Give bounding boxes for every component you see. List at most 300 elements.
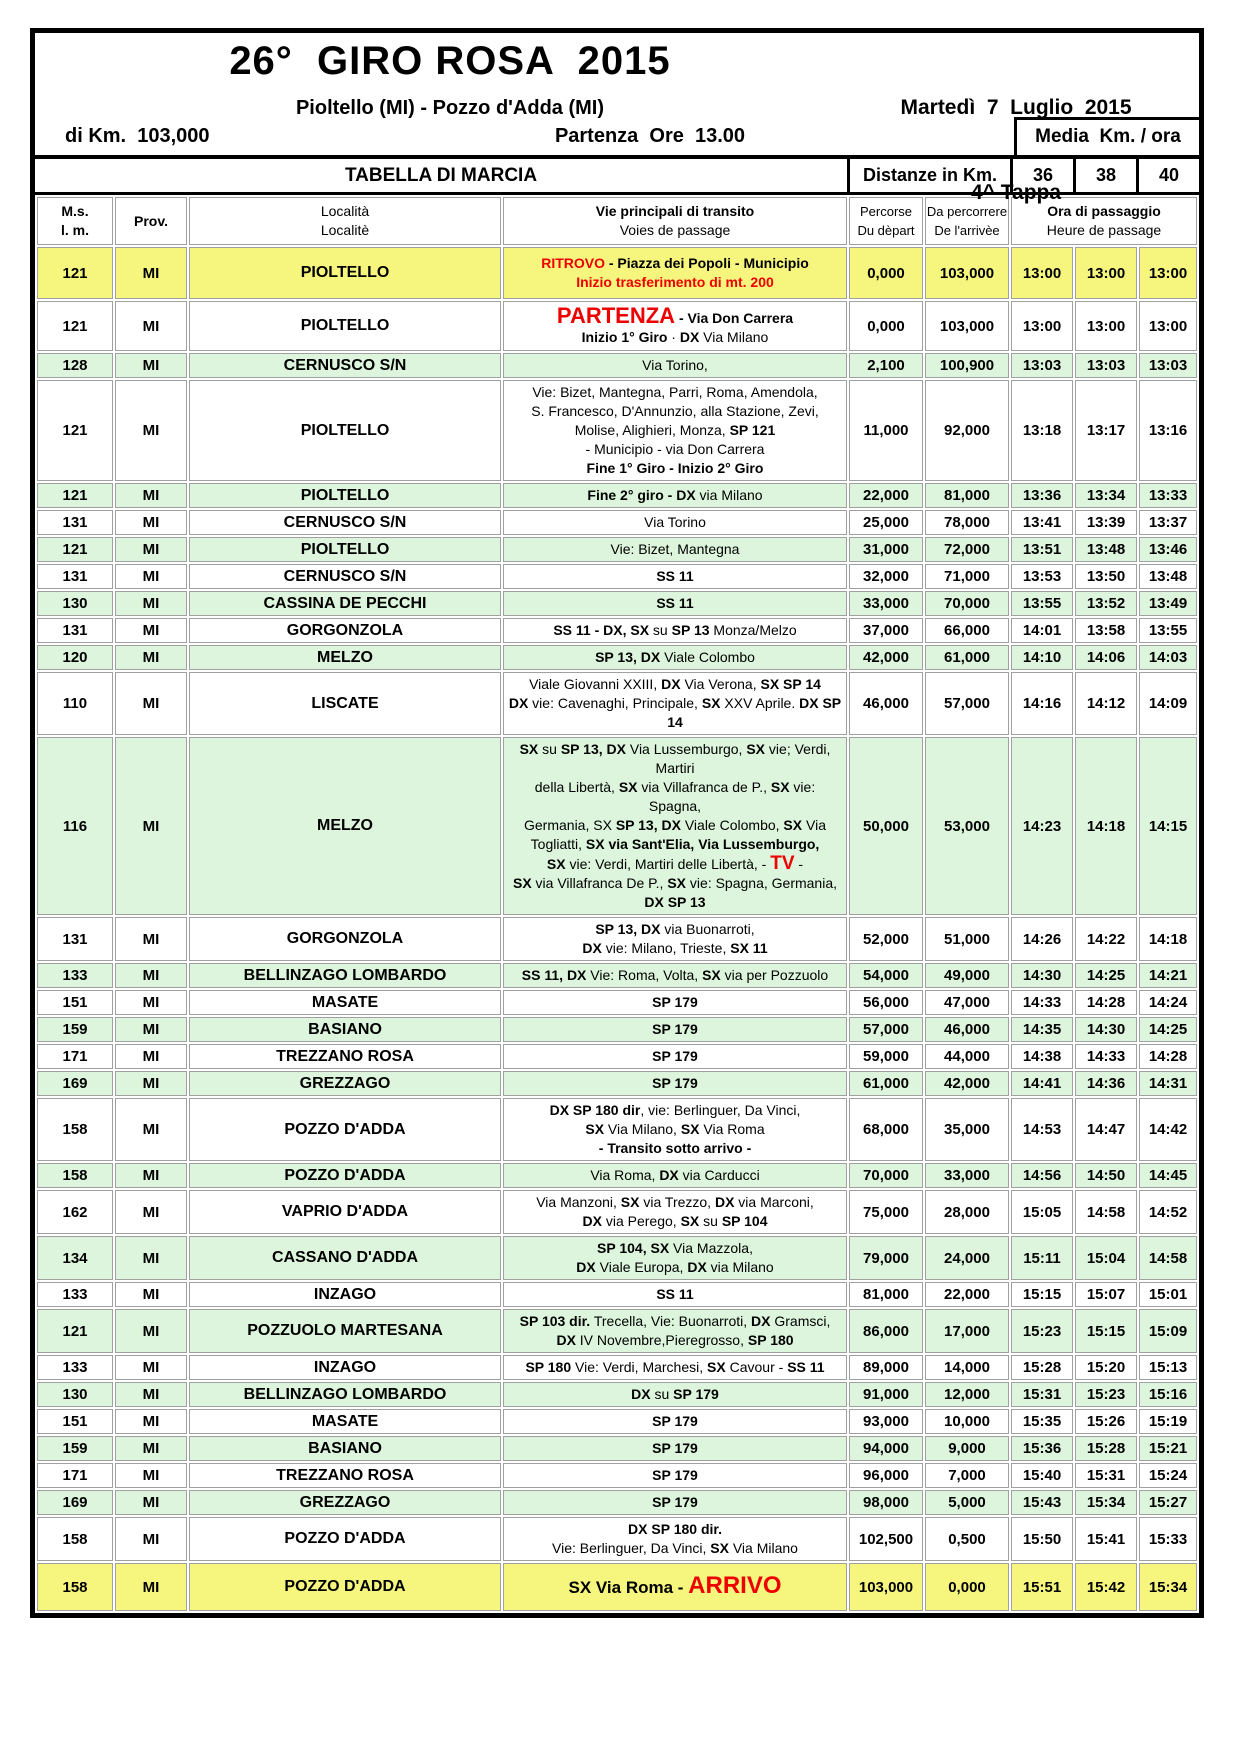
col-header-passage-time: Ora di passaggio Heure de passage — [1011, 197, 1197, 245]
roads-line: - Municipio - via Don Carrera — [585, 441, 765, 457]
cell-altitude: 159 — [37, 1017, 113, 1042]
cell-locality: CERNUSCO S/N — [189, 353, 501, 378]
cell-roads — [503, 1071, 847, 1096]
cell-province: MI — [115, 1355, 187, 1380]
cell-locality: BASIANO — [189, 1436, 501, 1461]
cell-time-38: 13:17 — [1075, 380, 1137, 481]
cell-time-38: 13:48 — [1075, 537, 1137, 562]
cell-km-covered: 102,500 — [849, 1517, 923, 1561]
cell-time-40: 13:55 — [1139, 618, 1197, 643]
col-header-province: Prov. — [115, 197, 187, 245]
cell-km-remaining: 5,000 — [925, 1490, 1009, 1515]
col-header-covered: Percorse Du dèpart — [849, 197, 923, 245]
cell-altitude: 169 — [37, 1071, 113, 1096]
cell-time-40: 13:48 — [1139, 564, 1197, 589]
cell-locality: TREZZANO ROSA — [189, 1463, 501, 1488]
cell-time-38: 14:30 — [1075, 1017, 1137, 1042]
cell-altitude: 131 — [37, 618, 113, 643]
cell-altitude: 159 — [37, 1436, 113, 1461]
cell-km-remaining: 51,000 — [925, 917, 1009, 961]
roads-line: SX vie: Verdi, Martiri delle Libertà, - TV - — [546, 853, 804, 874]
band-title: TABELLA DI MARCIA — [344, 165, 538, 186]
cell-km-remaining: 24,000 — [925, 1236, 1009, 1280]
cell-altitude: 116 — [37, 737, 113, 915]
cell-province: MI — [115, 1463, 187, 1488]
stage-date: Martedì 7 Luglio 2015 — [900, 95, 1132, 119]
cell-time-40: 13:37 — [1139, 510, 1197, 535]
roads-line: Togliatti, SX via Sant'Elia, Via Lussemburgo, — [530, 836, 820, 852]
cell-altitude: 169 — [37, 1490, 113, 1515]
cell-time-38: 14:18 — [1075, 737, 1137, 915]
cell-roads — [503, 510, 847, 535]
route-table-sheet — [30, 28, 1204, 1618]
cell-time-38: 13:00 — [1075, 301, 1137, 351]
cell-altitude: 151 — [37, 1409, 113, 1434]
roads-line: SP 103 dir. Trecella, Vie: Buonarroti, DX Gramsci, — [519, 1313, 831, 1329]
cell-time-40: 14:45 — [1139, 1163, 1197, 1188]
cell-km-covered: 86,000 — [849, 1309, 923, 1353]
cell-km-remaining: 49,000 — [925, 963, 1009, 988]
roads-line: SS 11 — [656, 1286, 694, 1302]
cell-km-remaining: 103,000 — [925, 301, 1009, 351]
cell-time-38: 15:23 — [1075, 1382, 1137, 1407]
table-row — [37, 1463, 1197, 1488]
cell-km-remaining: 46,000 — [925, 1017, 1009, 1042]
cell-time-40: 14:52 — [1139, 1190, 1197, 1234]
cell-km-covered: 70,000 — [849, 1163, 923, 1188]
roads-line: DX IV Novembre,Pieregrosso, SP 180 — [556, 1332, 794, 1348]
table-row — [37, 380, 1197, 481]
table-row — [37, 645, 1197, 670]
cell-time-36: 15:05 — [1011, 1190, 1073, 1234]
cell-time-40: 15:21 — [1139, 1436, 1197, 1461]
march-table — [35, 195, 1199, 1613]
roads-line: Via Manzoni, SX via Trezzo, DX via Marconi, — [536, 1194, 814, 1210]
cell-province: MI — [115, 1282, 187, 1307]
cell-time-38: 15:41 — [1075, 1517, 1137, 1561]
roads-line: DX SP 180 dir, vie: Berlinguer, Da Vinci, — [549, 1102, 801, 1118]
stage-number: 4^ Tappa — [970, 180, 1062, 204]
roads-line: SX via Villafranca De P., SX vie: Spagna, Germania, — [512, 875, 838, 891]
cell-time-36: 14:23 — [1011, 737, 1073, 915]
cell-province: MI — [115, 301, 187, 351]
cell-time-36: 13:51 — [1011, 537, 1073, 562]
cell-roads — [503, 1163, 847, 1188]
roads-line: Vie: Berlinguer, Da Vinci, SX Via Milano — [552, 1540, 798, 1556]
table-row — [37, 1490, 1197, 1515]
cell-km-remaining: 12,000 — [925, 1382, 1009, 1407]
cell-km-covered: 11,000 — [849, 380, 923, 481]
speed-38: 38 — [1073, 159, 1136, 192]
cell-altitude: 110 — [37, 672, 113, 735]
cell-altitude: 130 — [37, 591, 113, 616]
roads-line: Inizio trasferimento di mt. 200 — [576, 274, 774, 290]
roads-line: - Transito sotto arrivo - — [598, 1140, 752, 1156]
cell-km-covered: 59,000 — [849, 1044, 923, 1069]
table-row — [37, 1282, 1197, 1307]
cell-km-remaining: 14,000 — [925, 1355, 1009, 1380]
cell-km-remaining: 61,000 — [925, 645, 1009, 670]
table-row — [37, 1017, 1197, 1042]
cell-province: MI — [115, 1409, 187, 1434]
roads-line: Vie: Bizet, Mantegna — [610, 541, 740, 557]
cell-time-40: 14:42 — [1139, 1098, 1197, 1161]
cell-locality: INZAGO — [189, 1282, 501, 1307]
cell-altitude: 121 — [37, 483, 113, 508]
cell-time-36: 14:01 — [1011, 618, 1073, 643]
table-row — [37, 1563, 1197, 1611]
cell-time-40: 14:09 — [1139, 672, 1197, 735]
cell-altitude: 130 — [37, 1382, 113, 1407]
cell-time-36: 14:41 — [1011, 1071, 1073, 1096]
cell-time-40: 15:33 — [1139, 1517, 1197, 1561]
col-header-remaining: Da percorrere De l'arrivèe — [925, 197, 1009, 245]
roads-line: SP 179 — [652, 1048, 698, 1064]
cell-time-40: 13:49 — [1139, 591, 1197, 616]
cell-roads — [503, 1017, 847, 1042]
cell-roads — [503, 1236, 847, 1280]
col-header-locality: Località Localitè — [189, 197, 501, 245]
cell-time-36: 13:41 — [1011, 510, 1073, 535]
cell-time-40: 13:00 — [1139, 247, 1197, 299]
cell-km-covered: 79,000 — [849, 1236, 923, 1280]
cell-km-covered: 25,000 — [849, 510, 923, 535]
cell-time-38: 14:28 — [1075, 990, 1137, 1015]
table-row — [37, 672, 1197, 735]
cell-time-40: 14:21 — [1139, 963, 1197, 988]
roads-line: SX su SP 13, DX Via Lussemburgo, SX vie; Verdi, Martiri — [519, 741, 831, 776]
cell-roads — [503, 1436, 847, 1461]
cell-locality: PIOLTELLO — [189, 247, 501, 299]
cell-locality: BASIANO — [189, 1017, 501, 1042]
cell-km-covered: 52,000 — [849, 917, 923, 961]
cell-time-38: 14:12 — [1075, 672, 1137, 735]
cell-roads — [503, 1563, 847, 1611]
table-row — [37, 564, 1197, 589]
roads-line: SP 179 — [652, 1021, 698, 1037]
cell-time-36: 15:31 — [1011, 1382, 1073, 1407]
cell-time-38: 13:58 — [1075, 618, 1137, 643]
roads-line: DX vie: Cavenaghi, Principale, SX XXV Aprile. DX SP 14 — [508, 695, 842, 730]
cell-km-remaining: 9,000 — [925, 1436, 1009, 1461]
cell-roads — [503, 1309, 847, 1353]
cell-km-remaining: 42,000 — [925, 1071, 1009, 1096]
cell-time-36: 14:26 — [1011, 917, 1073, 961]
cell-time-36: 15:43 — [1011, 1490, 1073, 1515]
cell-altitude: 133 — [37, 1282, 113, 1307]
cell-time-36: 15:28 — [1011, 1355, 1073, 1380]
cell-altitude: 131 — [37, 510, 113, 535]
table-row — [37, 737, 1197, 915]
cell-roads — [503, 737, 847, 915]
col-header-altitude: M.s. l. m. — [37, 197, 113, 245]
table-row — [37, 1190, 1197, 1234]
cell-km-remaining: 70,000 — [925, 591, 1009, 616]
roads-line: DX Viale Europa, DX via Milano — [576, 1259, 774, 1275]
cell-province: MI — [115, 1382, 187, 1407]
cell-km-covered: 31,000 — [849, 537, 923, 562]
roads-line: Fine 1° Giro - Inizio 2° Giro — [586, 460, 764, 476]
cell-km-remaining: 71,000 — [925, 564, 1009, 589]
cell-roads — [503, 1490, 847, 1515]
cell-time-38: 15:15 — [1075, 1309, 1137, 1353]
cell-locality: GREZZAGO — [189, 1071, 501, 1096]
cell-time-40: 13:33 — [1139, 483, 1197, 508]
cell-km-covered: 32,000 — [849, 564, 923, 589]
roads-line: della Libertà, SX via Villafranca de P., SX vie: Spagna, — [534, 779, 816, 814]
cell-altitude: 121 — [37, 247, 113, 299]
cell-km-remaining: 7,000 — [925, 1463, 1009, 1488]
speed-36: 36 — [1010, 159, 1073, 192]
cell-province: MI — [115, 917, 187, 961]
cell-roads — [503, 537, 847, 562]
cell-time-40: 14:31 — [1139, 1071, 1197, 1096]
cell-province: MI — [115, 1563, 187, 1611]
cell-province: MI — [115, 1236, 187, 1280]
cell-altitude: 128 — [37, 353, 113, 378]
cell-roads — [503, 1409, 847, 1434]
cell-time-38: 15:31 — [1075, 1463, 1137, 1488]
cell-time-38: 15:04 — [1075, 1236, 1137, 1280]
col-header-roads: Vie principali di transito Voies de passage — [503, 197, 847, 245]
cell-locality: POZZO D'ADDA — [189, 1517, 501, 1561]
roads-line: Via Torino — [644, 514, 706, 530]
cell-roads — [503, 301, 847, 351]
roads-line: S. Francesco, D'Annunzio, alla Stazione, Zevi, — [531, 403, 819, 419]
cell-roads — [503, 247, 847, 299]
cell-altitude: 171 — [37, 1044, 113, 1069]
cell-time-40: 13:16 — [1139, 380, 1197, 481]
cell-locality: POZZUOLO MARTESANA — [189, 1309, 501, 1353]
start-time-label: Partenza Ore 13.00 — [554, 125, 746, 147]
cell-km-remaining: 92,000 — [925, 380, 1009, 481]
cell-time-38: 15:07 — [1075, 1282, 1137, 1307]
roads-line: SP 179 — [652, 1494, 698, 1510]
roads-line: SX Via Milano, SX Via Roma — [585, 1121, 765, 1137]
cell-km-covered: 75,000 — [849, 1190, 923, 1234]
cell-province: MI — [115, 1098, 187, 1161]
roads-line: RITROVO - Piazza dei Popoli - Municipio — [541, 255, 809, 271]
cell-altitude: 133 — [37, 963, 113, 988]
table-row — [37, 1098, 1197, 1161]
table-row — [37, 1044, 1197, 1069]
cell-province: MI — [115, 1190, 187, 1234]
cell-time-36: 14:16 — [1011, 672, 1073, 735]
cell-km-covered: 91,000 — [849, 1382, 923, 1407]
cell-time-38: 15:42 — [1075, 1563, 1137, 1611]
cell-province: MI — [115, 1309, 187, 1353]
table-row — [37, 618, 1197, 643]
cell-altitude: 121 — [37, 537, 113, 562]
cell-roads — [503, 963, 847, 988]
cell-km-remaining: 78,000 — [925, 510, 1009, 535]
cell-altitude: 121 — [37, 301, 113, 351]
cell-km-remaining: 103,000 — [925, 247, 1009, 299]
roads-line: SP 179 — [652, 994, 698, 1010]
cell-province: MI — [115, 591, 187, 616]
cell-locality: PIOLTELLO — [189, 537, 501, 562]
cell-time-36: 13:36 — [1011, 483, 1073, 508]
cell-locality: CERNUSCO S/N — [189, 564, 501, 589]
cell-time-38: 14:36 — [1075, 1071, 1137, 1096]
cell-locality: BELLINZAGO LOMBARDO — [189, 1382, 501, 1407]
cell-altitude: 171 — [37, 1463, 113, 1488]
cell-time-36: 14:38 — [1011, 1044, 1073, 1069]
cell-time-40: 14:18 — [1139, 917, 1197, 961]
cell-roads — [503, 645, 847, 670]
cell-locality: PIOLTELLO — [189, 380, 501, 481]
cell-km-remaining: 17,000 — [925, 1309, 1009, 1353]
cell-province: MI — [115, 618, 187, 643]
cell-time-36: 15:36 — [1011, 1436, 1073, 1461]
cell-altitude: 131 — [37, 917, 113, 961]
cell-province: MI — [115, 990, 187, 1015]
cell-time-36: 13:03 — [1011, 353, 1073, 378]
cell-altitude: 133 — [37, 1355, 113, 1380]
cell-altitude: 121 — [37, 1309, 113, 1353]
cell-locality: INZAGO — [189, 1355, 501, 1380]
cell-roads — [503, 1355, 847, 1380]
cell-time-40: 15:24 — [1139, 1463, 1197, 1488]
cell-km-covered: 98,000 — [849, 1490, 923, 1515]
cell-locality: CASSANO D'ADDA — [189, 1236, 501, 1280]
cell-roads — [503, 1517, 847, 1561]
cell-km-covered: 0,000 — [849, 301, 923, 351]
cell-roads — [503, 990, 847, 1015]
cell-time-40: 15:19 — [1139, 1409, 1197, 1434]
cell-province: MI — [115, 672, 187, 735]
cell-locality: POZZO D'ADDA — [189, 1098, 501, 1161]
table-row — [37, 1409, 1197, 1434]
cell-roads — [503, 380, 847, 481]
cell-km-remaining: 57,000 — [925, 672, 1009, 735]
roads-line: SP 179 — [652, 1440, 698, 1456]
cell-time-36: 13:00 — [1011, 301, 1073, 351]
table-row — [37, 483, 1197, 508]
table-row — [37, 1236, 1197, 1280]
cell-time-38: 15:28 — [1075, 1436, 1137, 1461]
table-row — [37, 1163, 1197, 1188]
cell-time-38: 15:26 — [1075, 1409, 1137, 1434]
cell-locality: MASATE — [189, 1409, 501, 1434]
cell-province: MI — [115, 1490, 187, 1515]
cell-time-38: 13:52 — [1075, 591, 1137, 616]
cell-km-covered: 93,000 — [849, 1409, 923, 1434]
cell-province: MI — [115, 564, 187, 589]
table-row — [37, 301, 1197, 351]
cell-province: MI — [115, 1517, 187, 1561]
cell-province: MI — [115, 1163, 187, 1188]
cell-time-38: 14:06 — [1075, 645, 1137, 670]
cell-time-40: 13:46 — [1139, 537, 1197, 562]
table-row — [37, 990, 1197, 1015]
cell-roads — [503, 564, 847, 589]
cell-time-38: 14:25 — [1075, 963, 1137, 988]
roads-line: Molise, Alighieri, Monza, SP 121 — [574, 422, 776, 438]
cell-province: MI — [115, 645, 187, 670]
cell-locality: PIOLTELLO — [189, 301, 501, 351]
cell-time-38: 13:34 — [1075, 483, 1137, 508]
cell-altitude: 158 — [37, 1163, 113, 1188]
roads-line: Viale Giovanni XXIII, DX Via Verona, SX SP 14 — [529, 676, 821, 692]
cell-km-remaining: 53,000 — [925, 737, 1009, 915]
cell-locality: LISCATE — [189, 672, 501, 735]
cell-time-40: 14:25 — [1139, 1017, 1197, 1042]
cell-km-covered: 68,000 — [849, 1098, 923, 1161]
cell-time-36: 15:11 — [1011, 1236, 1073, 1280]
cell-province: MI — [115, 483, 187, 508]
cell-roads — [503, 917, 847, 961]
total-distance-label: di Km. 103,000 — [65, 125, 210, 147]
cell-time-36: 15:23 — [1011, 1309, 1073, 1353]
cell-locality: GREZZAGO — [189, 1490, 501, 1515]
table-row — [37, 1517, 1197, 1561]
roads-line: SP 13, DX Viale Colombo — [595, 649, 755, 665]
cell-km-remaining: 100,900 — [925, 353, 1009, 378]
cell-locality: MASATE — [189, 990, 501, 1015]
cell-km-covered: 96,000 — [849, 1463, 923, 1488]
table-row — [37, 537, 1197, 562]
cell-time-36: 14:56 — [1011, 1163, 1073, 1188]
cell-roads — [503, 672, 847, 735]
roads-line: Via Torino, — [642, 357, 708, 373]
cell-km-covered: 50,000 — [849, 737, 923, 915]
roads-line: SP 179 — [652, 1467, 698, 1483]
cell-locality: CASSINA DE PECCHI — [189, 591, 501, 616]
cell-province: MI — [115, 537, 187, 562]
cell-time-36: 13:00 — [1011, 247, 1073, 299]
table-row — [37, 1071, 1197, 1096]
cell-time-36: 14:53 — [1011, 1098, 1073, 1161]
cell-time-36: 15:35 — [1011, 1409, 1073, 1434]
cell-time-40: 14:58 — [1139, 1236, 1197, 1280]
cell-time-40: 15:13 — [1139, 1355, 1197, 1380]
cell-time-38: 14:22 — [1075, 917, 1137, 961]
roads-line: SP 180 Vie: Verdi, Marchesi, SX Cavour - SS 11 — [525, 1359, 825, 1375]
cell-province: MI — [115, 963, 187, 988]
cell-roads — [503, 1463, 847, 1488]
cell-km-remaining: 28,000 — [925, 1190, 1009, 1234]
cell-time-40: 14:15 — [1139, 737, 1197, 915]
cell-province: MI — [115, 737, 187, 915]
cell-altitude: 158 — [37, 1563, 113, 1611]
roads-line: Inizio 1° Giro · DX Via Milano — [581, 328, 769, 345]
roads-line: Vie: Bizet, Mantegna, Parri, Roma, Amendola, — [532, 384, 818, 400]
cell-km-covered: 37,000 — [849, 618, 923, 643]
table-row — [37, 510, 1197, 535]
cell-km-covered: 33,000 — [849, 591, 923, 616]
cell-time-40: 15:27 — [1139, 1490, 1197, 1515]
roads-line: DX su SP 179 — [631, 1386, 719, 1402]
cell-km-covered: 0,000 — [849, 247, 923, 299]
cell-km-covered: 56,000 — [849, 990, 923, 1015]
cell-time-36: 14:30 — [1011, 963, 1073, 988]
cell-time-36: 15:15 — [1011, 1282, 1073, 1307]
cell-km-remaining: 22,000 — [925, 1282, 1009, 1307]
table-row — [37, 1355, 1197, 1380]
cell-time-40: 14:28 — [1139, 1044, 1197, 1069]
cell-roads — [503, 483, 847, 508]
cell-locality: CERNUSCO S/N — [189, 510, 501, 535]
table-row — [37, 591, 1197, 616]
roads-line: SS 11 — [656, 568, 694, 584]
cell-locality: GORGONZOLA — [189, 917, 501, 961]
cell-locality: BELLINZAGO LOMBARDO — [189, 963, 501, 988]
cell-time-36: 13:53 — [1011, 564, 1073, 589]
cell-time-36: 15:50 — [1011, 1517, 1073, 1561]
cell-altitude: 158 — [37, 1517, 113, 1561]
cell-time-36: 14:33 — [1011, 990, 1073, 1015]
